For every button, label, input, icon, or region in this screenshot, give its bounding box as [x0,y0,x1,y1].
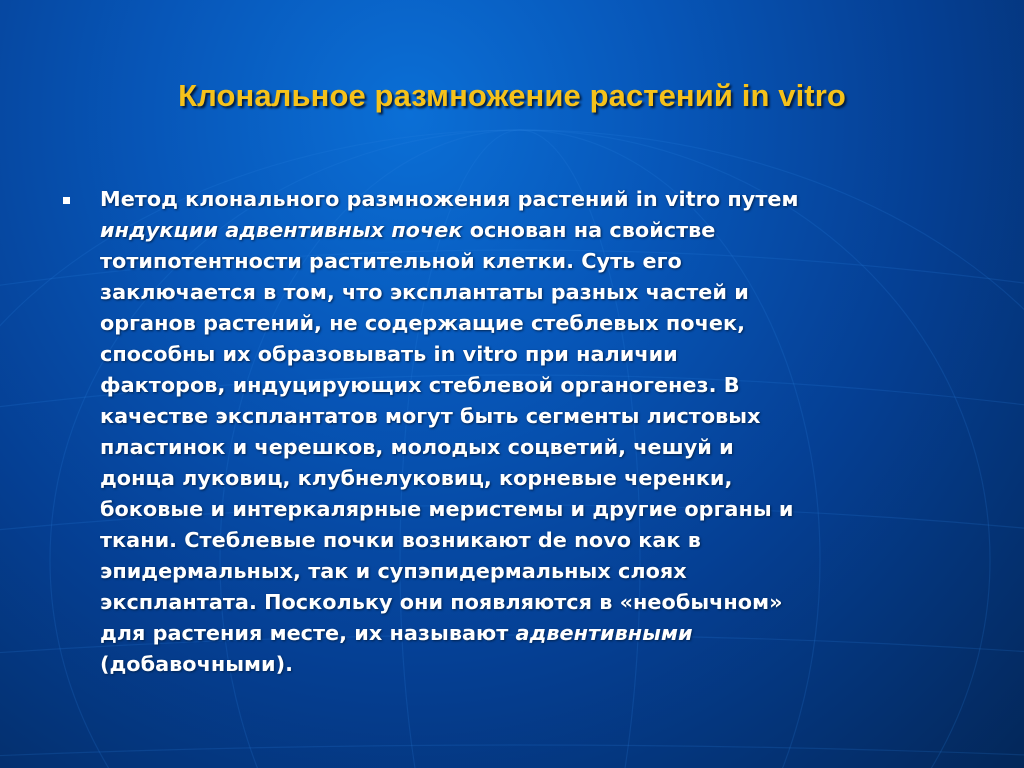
paragraph-text: для растения месте, их называют [100,621,516,645]
paragraph-text: органов растений, не содержащие стеблевых почек, [100,311,745,335]
paragraph-text: способны их образовывать in vitro при наличии [100,342,678,366]
paragraph-text: эксплантата. Поскольку они появляются в «необычном» [100,590,783,614]
paragraph-line [100,277,980,308]
emphasized-term: адвентивными [515,621,693,645]
paragraph-text: (добавочными). [100,652,294,676]
paragraph-line [100,246,980,277]
paragraph-text: основан на свойстве [462,218,716,242]
paragraph-line [100,494,980,525]
bullet-marker [63,197,70,204]
paragraph-line [100,463,980,494]
slide-body-paragraph [100,184,980,680]
paragraph-text: эпидермальных, так и супэпидермальных слоях [100,559,687,583]
paragraph-line [100,215,980,246]
paragraph-line [100,432,980,463]
paragraph-text: заключается в том, что эксплантаты разных частей и [100,280,749,304]
paragraph-text: донца луковиц, клубнелуковиц, корневые черенки, [100,466,733,490]
paragraph-text: пластинок и черешков, молодых соцветий, чешуй и [100,435,734,459]
paragraph-text: ткани. Стеблевые почки возникают de novo как в [100,528,701,552]
paragraph-line [100,649,980,680]
paragraph-line [100,370,980,401]
paragraph-text: факторов, индуцирующих стеблевой органогенез. В [100,373,740,397]
paragraph-line [100,401,980,432]
paragraph-line [100,184,980,215]
slide-title: Клональное размножение растений in vitro [178,78,846,113]
paragraph-line [100,525,980,556]
paragraph-line [100,556,980,587]
paragraph-line [100,618,980,649]
paragraph-text: боковые и интеркалярные меристемы и другие органы и [100,497,794,521]
emphasized-term: индукции адвентивных почек [100,218,463,242]
paragraph-line [100,587,980,618]
paragraph-text: качестве эксплантатов могут быть сегменты листовых [100,404,761,428]
paragraph-text: Метод клонального размножения растений in vitro путем [100,187,799,211]
paragraph-line [100,308,980,339]
paragraph-text: тотипотентности растительной клетки. Суть его [100,249,682,273]
paragraph-line [100,339,980,370]
